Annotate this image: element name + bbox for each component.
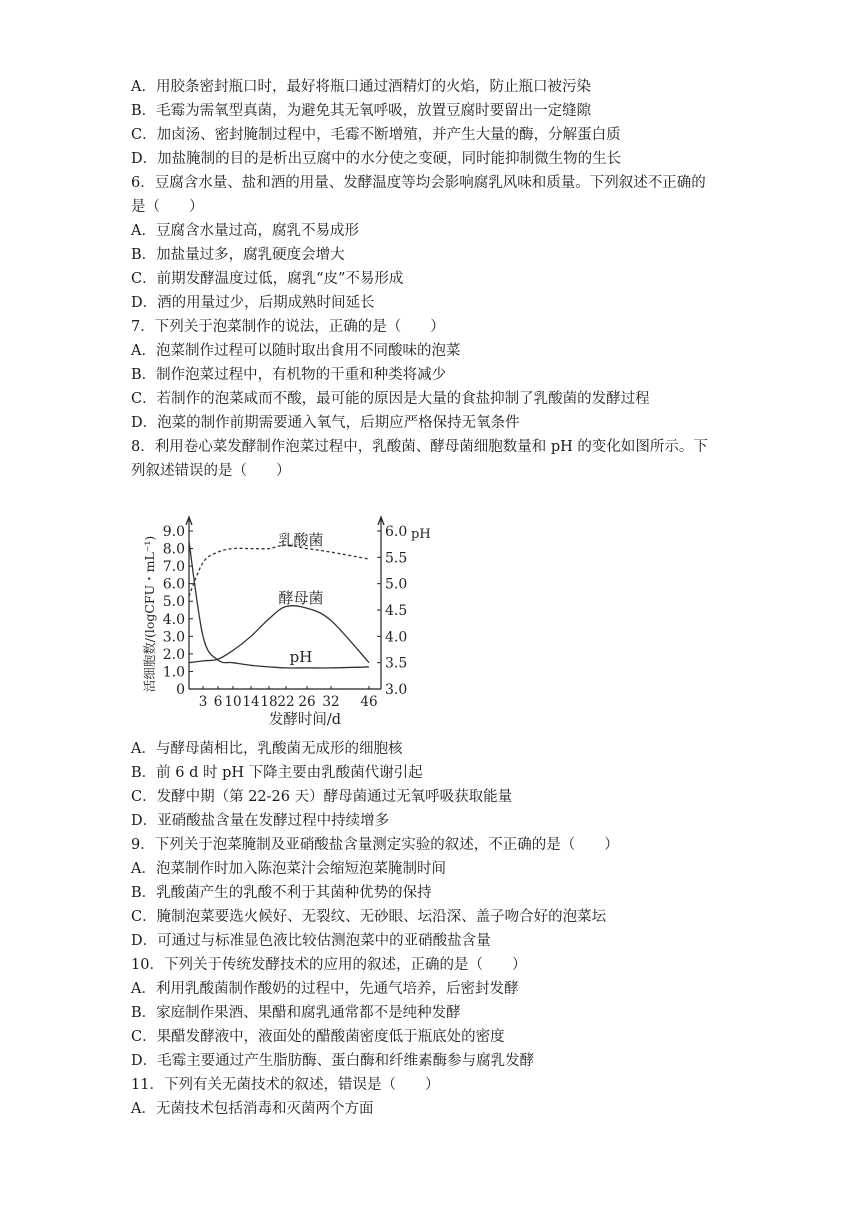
text-line: B．家庭制作果酒、果醋和腐乳通常都不是纯种发酵 bbox=[131, 1005, 461, 1021]
text-line: A．用胶条密封瓶口时，最好将瓶口通过酒精灯的火焰，防止瓶口被污染 bbox=[131, 79, 591, 95]
left-tick-label: 4.0 bbox=[162, 611, 185, 628]
text-line: D．加盐腌制的目的是析出豆腐中的水分使之变硬，同时能抑制微生物的生长 bbox=[131, 151, 622, 167]
right-tick-label: 3.5 bbox=[385, 655, 408, 672]
text-line: 10．下列关于传统发酵技术的应用的叙述，正确的是（ ） bbox=[131, 957, 527, 973]
x-tick-label: 10 bbox=[224, 694, 242, 710]
text-line: A．利用乳酸菌制作酸奶的过程中，先通气培养，后密封发酵 bbox=[131, 981, 519, 997]
text-line: 列叙述错误的是（ ） bbox=[131, 463, 291, 479]
text-line: C．加卤汤、密封腌制过程中，毛霉不断增殖，并产生大量的酶，分解蛋白质 bbox=[131, 127, 621, 143]
text-line: A．豆腐含水量过高，腐乳不易成形 bbox=[131, 223, 359, 239]
text-line: 是（ ） bbox=[131, 199, 204, 215]
text-line: A．无菌技术包括消毒和灭菌两个方面 bbox=[131, 1101, 374, 1117]
text-line: D．泡菜的制作前期需要通入氧气，后期应严格保持无氧条件 bbox=[131, 415, 520, 431]
chart-svg bbox=[141, 511, 441, 726]
left-tick-label: 8.0 bbox=[162, 541, 185, 558]
right-tick-label: 5.0 bbox=[385, 576, 408, 593]
text-line: C．腌制泡菜要选火候好、无裂纹、无砂眼、坛沿深、盖子吻合好的泡菜坛 bbox=[131, 909, 607, 925]
text-line: C．发酵中期（第 22-26 天）酵母菌通过无氧呼吸获取能量 bbox=[131, 789, 513, 805]
series-label-lactobacillus: 乳酸菌 bbox=[278, 531, 324, 549]
x-tick-label: 14 bbox=[242, 694, 260, 710]
text-line: B．毛霉为需氧型真菌，为避免其无氧呼吸，放置豆腐时要留出一定缝隙 bbox=[131, 103, 592, 119]
text-line: D．亚硝酸盐含量在发酵过程中持续增多 bbox=[131, 813, 390, 829]
text-line: 9．下列关于泡菜腌制及亚硝酸盐含量测定实验的叙述，不正确的是（ ） bbox=[131, 837, 619, 853]
x-axis-label: 发酵时间/d bbox=[268, 712, 342, 726]
text-line: C．前期发酵温度过低，腐乳“皮”不易形成 bbox=[131, 271, 404, 287]
text-line: 11．下列有关无菌技术的叙述，错误是（ ） bbox=[131, 1077, 440, 1093]
series-label-ph: pH bbox=[289, 648, 313, 666]
left-tick-label: 0 bbox=[176, 682, 185, 698]
right-tick-label: 5.5 bbox=[385, 550, 408, 567]
x-tick-label: 3 bbox=[198, 694, 208, 710]
text-line: D．毛霉主要通过产生脂肪酶、蛋白酶和纤维素酶参与腐乳发酵 bbox=[131, 1053, 535, 1069]
right-tick-label: 4.5 bbox=[385, 603, 408, 619]
left-tick-label: 5.0 bbox=[162, 594, 185, 611]
left-tick-label: 7.0 bbox=[162, 559, 185, 576]
text-line: A．泡菜制作时加入陈泡菜汁会缩短泡菜腌制时间 bbox=[131, 861, 446, 877]
x-tick-label: 46 bbox=[360, 694, 378, 710]
text-line: A．泡菜制作过程可以随时取出食用不同酸味的泡菜 bbox=[131, 343, 461, 359]
left-tick-label: 6.0 bbox=[162, 576, 185, 593]
text-line: 8．利用卷心菜发酵制作泡菜过程中，乳酸菌、酵母菌细胞数量和 pH 的变化如图所示。下 bbox=[131, 439, 708, 455]
text-line: 6．豆腐含水量、盐和酒的用量、发酵温度等均会影响腐乳风味和质量。下列叙述不正确的 bbox=[131, 175, 706, 191]
right-tick-label: 4.0 bbox=[385, 629, 408, 646]
right-tick-label: 6.0 bbox=[385, 524, 408, 540]
series-line-yeast bbox=[189, 606, 369, 663]
text-line: D．可通过与标准显色液比较估测泡菜中的亚硝酸盐含量 bbox=[131, 933, 491, 949]
text-line: C．若制作的泡菜咸而不酸，最可能的原因是大量的食盐抑制了乳酸菌的发酵过程 bbox=[131, 391, 650, 407]
left-tick-label: 3.0 bbox=[162, 629, 185, 646]
x-tick-label: 26 bbox=[298, 694, 316, 710]
right-tick-label: 3.0 bbox=[385, 682, 408, 698]
text-line: B．前 6 d 时 pH 下降主要由乳酸菌代谢引起 bbox=[131, 765, 423, 781]
x-tick-label: 18 bbox=[260, 694, 278, 710]
text-line: C．果醋发酵液中，液面处的醋酸菌密度低于瓶底处的密度 bbox=[131, 1029, 505, 1045]
x-tick-label: 32 bbox=[322, 694, 340, 710]
x-tick-label: 22 bbox=[277, 694, 295, 710]
left-axis-label: 活细胞数/(logCFU・mL⁻¹) bbox=[142, 535, 157, 693]
right-axis-label: pH bbox=[411, 527, 431, 542]
left-tick-label: 2.0 bbox=[162, 646, 185, 663]
series-label-yeast: 酵母菌 bbox=[278, 589, 324, 607]
fermentation-chart bbox=[141, 511, 441, 730]
left-tick-label: 9.0 bbox=[162, 524, 185, 540]
text-line: A．与酵母菌相比，乳酸菌无成形的细胞核 bbox=[131, 741, 403, 757]
text-line: 7．下列关于泡菜制作的说法，正确的是（ ） bbox=[131, 319, 445, 335]
left-tick-label: 1.0 bbox=[162, 664, 185, 681]
x-tick-label: 6 bbox=[213, 694, 223, 710]
text-line: B．乳酸菌产生的乳酸不利于其菌种优势的保持 bbox=[131, 885, 432, 901]
text-line: D．酒的用量过少，后期成熟时间延长 bbox=[131, 295, 375, 311]
text-line: B．加盐量过多，腐乳硬度会增大 bbox=[131, 247, 345, 263]
text-line: B．制作泡菜过程中，有机物的干重和种类将减少 bbox=[131, 367, 447, 383]
